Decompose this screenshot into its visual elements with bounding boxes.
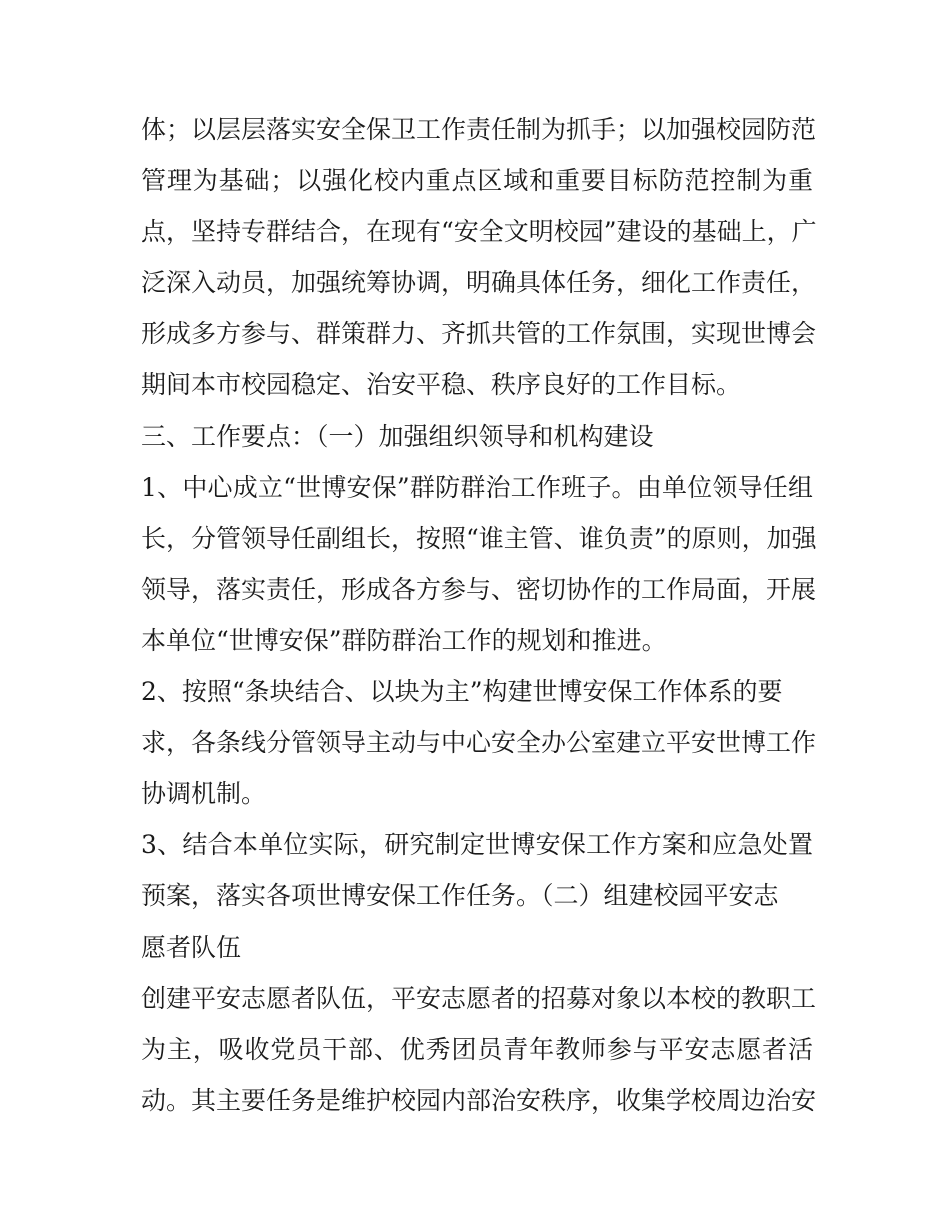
text-line-16: 预案，落实各项世博安保工作任务。（二）组建校园平安志 <box>141 881 779 911</box>
text-line-19: 为主，吸收党员干部、优秀团员青年教师参与平安志愿者活 <box>141 1034 813 1064</box>
text-line-13: 求，各条线分管领导主动与中心安全办公室建立平安世博工作 <box>141 728 817 758</box>
document-body <box>141 104 817 1126</box>
text-line-11: 本单位“世博安保”群防群治工作的规划和推进。 <box>141 625 667 655</box>
text-line-4: 泛深入动员，加强统筹协调，明确具体任务，细化工作责任， <box>141 268 817 298</box>
text-line-12: 2、按照“条块结合、以块为主”构建世博安保工作体系的要 <box>141 677 783 707</box>
text-line-5: 形成多方参与、群策群力、齐抓共管的工作氛围，实现世博会 <box>141 319 817 349</box>
text-line-15: 3、结合本单位实际，研究制定世博安保工作方案和应急处置 <box>141 830 813 860</box>
text-line-10: 领导，落实责任，形成各方参与、密切协作的工作局面，开展 <box>141 574 817 604</box>
text-line-6: 期间本市校园稳定、治安平稳、秩序良好的工作目标。 <box>141 370 742 400</box>
text-line-3: 点，坚持专群结合，在现有“安全文明校园”建设的基础上，广 <box>141 217 817 247</box>
text-line-18: 创建平安志愿者队伍，平安志愿者的招募对象以本校的教职工 <box>141 983 817 1013</box>
text-line-14: 协调机制。 <box>141 779 267 809</box>
text-line-9: 长，分管领导任副组长，按照“谁主管、谁负责”的原则，加强 <box>141 523 817 553</box>
text-line-17: 愿者队伍 <box>141 932 242 962</box>
text-line-20: 动。其主要任务是维护校园内部治安秩序，收集学校周边治安 <box>141 1085 817 1115</box>
text-line-8: 1、中心成立“世博安保”群防群治工作班子。由单位领导任组 <box>141 472 813 502</box>
text-line-1: 体；以层层落实安全保卫工作责任制为抓手；以加强校园防范 <box>141 115 817 144</box>
section-heading-work-points: 三、工作要点：（一）加强组织领导和机构建设 <box>141 421 654 451</box>
text-line-2: 管理为基础；以强化校内重点区域和重要目标防范控制为重 <box>141 166 813 196</box>
